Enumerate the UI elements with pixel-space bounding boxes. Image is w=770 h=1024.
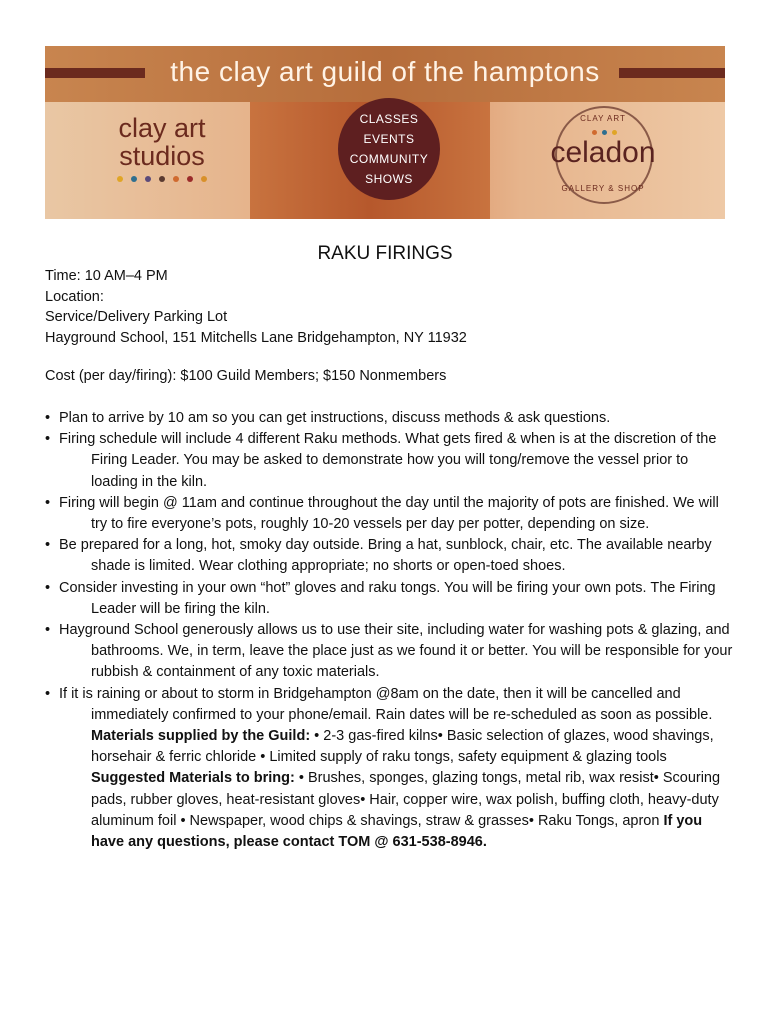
- logo-ring-top-text: CLAY ART: [580, 114, 626, 123]
- list-item: • Hayground School generously allows us to use their site, including water for washing pots & glazing, and bathrooms. We, in term, leave the place just as we found it or better. You will be responsible for your rubbish & containment of any toxic materials.: [45, 620, 735, 684]
- logo-line-1: clay art: [118, 113, 206, 143]
- list-item: • Firing schedule will include 4 different Raku methods. What gets fired & when is at the discretion of the Firing Leader. You may be asked to demonstrate how you will tong/remove the vessel prior to loading in the kiln.: [45, 429, 735, 493]
- location-label: Location:: [45, 288, 104, 305]
- location-line-2: Hayground School, 151 Mitchells Lane Bridgehampton, NY 11932: [45, 329, 467, 346]
- instructions-list: [45, 408, 735, 853]
- color-dot: [602, 130, 607, 135]
- color-dot: [131, 176, 137, 182]
- list-item: • Consider investing in your own “hot” gloves and raku tongs. You will be firing your own pots. The Firing Leader will be firing the kiln.: [45, 578, 735, 620]
- badge-line-events: EVENTS: [363, 132, 415, 146]
- suggested-materials-heading: Suggested Materials to bring:: [91, 770, 295, 787]
- badge-line-classes: CLASSES: [359, 112, 419, 126]
- logo-color-dots: [107, 176, 217, 182]
- materials-supplied-text: • 2-3 gas-fired kilns• Basic selection of glazes, wood shavings, horsehair & ferric chloride • Limited supply of raku tongs, safety equipment & glazing tools: [91, 728, 714, 766]
- list-item: [45, 684, 735, 854]
- list-item: • Firing will begin @ 11am and continue throughout the day until the majority of pots are finished. We will try to fire everyone’s pots, roughly 10-20 vessels per day per potter, depending on size.: [45, 493, 735, 535]
- color-dot: [145, 176, 151, 182]
- color-dot: [173, 176, 179, 182]
- color-dot: [201, 176, 207, 182]
- logo-line-2: studios: [119, 141, 205, 171]
- materials-supplied-heading: Materials supplied by the Guild:: [91, 728, 311, 745]
- color-dot: [117, 176, 123, 182]
- document-title: RAKU FIRINGS: [317, 243, 453, 264]
- color-dot: [592, 130, 597, 135]
- event-info: [45, 266, 467, 348]
- celadon-gallery-logo: [545, 104, 655, 214]
- rain-policy-text: If it is raining or about to storm in Bridgehampton @8am on the date, then it will be cancelled and immediately confirmed to your phone/email. Rain dates will be re-scheduled as soon as possible.: [59, 685, 713, 723]
- color-dot: [159, 176, 165, 182]
- suggested-materials-text: • Brushes, sponges, glazing tongs, metal rib, wax resist• Scouring pads, rubber gloves, heat-resistant gloves• Hair, copper wire, wax polish, buffing cloth, heavy-duty aluminum foil • Newspaper, wood chips & shavings, straw & grasses• Raku Tongs, apron: [91, 770, 721, 829]
- badge-line-shows: SHOWS: [365, 172, 413, 186]
- color-dot: [612, 130, 617, 135]
- list-item: • Be prepared for a long, hot, smoky day outside. Bring a hat, sunblock, chair, etc. The available nearby shade is limited. Wear clothing appropriate; no shorts or open-toed shoes.: [45, 535, 735, 577]
- offerings-badge: [338, 98, 440, 200]
- list-item: • Plan to arrive by 10 am so you can get instructions, discuss methods & ask questions.: [45, 408, 735, 429]
- celadon-wordmark: celadon: [550, 136, 656, 169]
- banner-title: the clay art guild of the hamptons: [170, 56, 600, 87]
- time-line: Time: 10 AM–4 PM: [45, 268, 168, 284]
- clay-art-studios-logo: [107, 114, 217, 182]
- location-line-1: Service/Delivery Parking Lot: [45, 309, 228, 325]
- badge-line-community: COMMUNITY: [349, 152, 429, 166]
- header-banner: [45, 46, 725, 219]
- cost-line: Cost (per day/firing): $100 Guild Members; $150 Nonmembers: [45, 368, 447, 384]
- color-dot: [187, 176, 193, 182]
- logo-ring-bottom-text: GALLERY & SHOP: [561, 184, 645, 193]
- logo-ring-dots: [592, 130, 617, 135]
- contact-line: If you have any questions, please contact TOM @ 631-538-8946.: [91, 812, 703, 851]
